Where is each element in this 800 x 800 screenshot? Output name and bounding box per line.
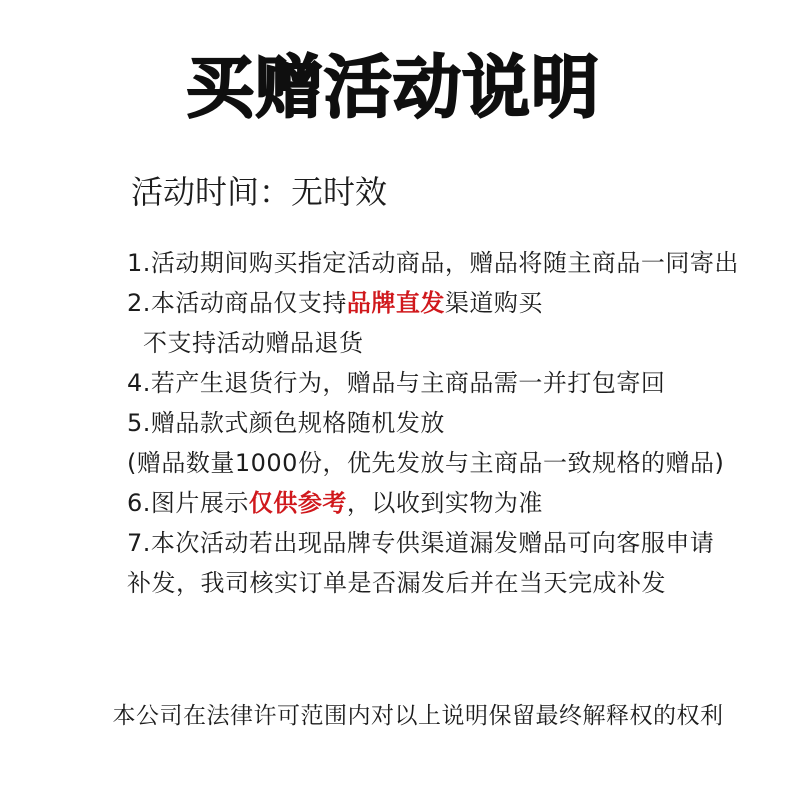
- rule-text: 7.本次活动若出现品牌专供渠道漏发赠品可向客服申请: [127, 529, 715, 557]
- rule-line: [127, 523, 760, 563]
- rule-line: [127, 323, 760, 363]
- activity-time-text: 活动时间：无时效: [131, 173, 388, 211]
- rule-line: [127, 243, 760, 283]
- rule-line: [127, 283, 760, 323]
- page-title: 买赠活动说明: [185, 49, 600, 128]
- rule-highlighted-text: 仅供参考: [248, 489, 347, 517]
- rule-text: 1.活动期间购买指定活动商品，赠品将随主商品一同寄出: [127, 249, 739, 277]
- rule-line: [127, 403, 760, 443]
- legal-disclaimer: 本公司在法律许可范围内对以上说明保留最终解释权的权利: [112, 703, 724, 729]
- rule-text: 4.若产生退货行为，赠品与主商品需一并打包寄回: [127, 369, 666, 397]
- rule-text: ，以收到实物为准: [346, 489, 543, 517]
- rule-text: 2.本活动商品仅支持: [127, 289, 347, 317]
- rule-text: 不支持活动赠品退货: [143, 329, 364, 357]
- rule-line: [127, 563, 760, 603]
- rule-line: [127, 443, 760, 483]
- rule-line: [127, 363, 760, 403]
- rule-text: 渠道购买: [444, 289, 543, 317]
- rule-line: [127, 483, 760, 523]
- rule-text: 5.赠品款式颜色规格随机发放: [127, 409, 445, 437]
- rule-text: 6.图片展示: [127, 489, 249, 517]
- rules-list: [127, 243, 760, 603]
- rule-text: (赠品数量1000份，优先发放与主商品一致规格的赠品): [127, 449, 725, 477]
- rule-text: 补发，我司核实订单是否漏发后并在当天完成补发: [127, 569, 666, 597]
- rule-highlighted-text: 品牌直发: [346, 289, 445, 317]
